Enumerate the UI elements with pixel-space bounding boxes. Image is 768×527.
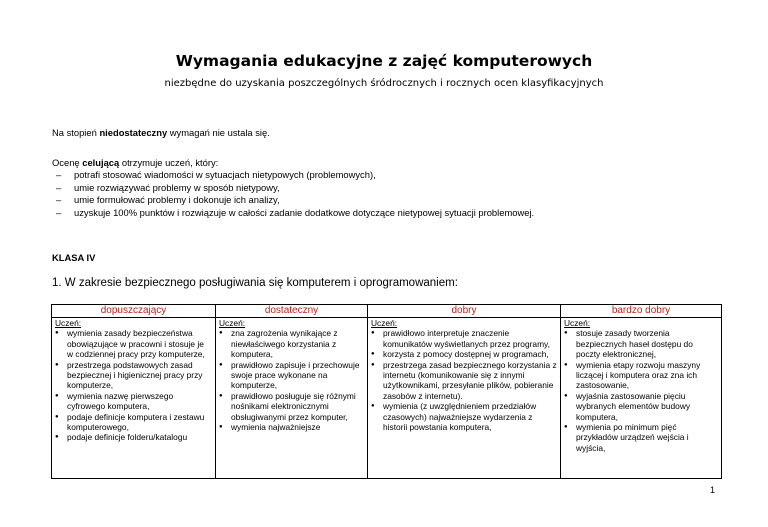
list-item: ● wymienia etapy rozwoju maszyny liczącej i komputera oraz zna ich zastosowanie, <box>564 360 718 391</box>
header-bardzo-dobry: bardzo dobry <box>561 305 722 318</box>
uczen-label: Uczeń: <box>371 318 398 328</box>
grade-excellent-label: celującą <box>82 157 120 168</box>
cell-dobry <box>368 318 561 479</box>
list-item: ● wymienia zasady bezpieczeństwa obowiązujące w pracowni i stosuje je w codziennej pracy przy komputerze, <box>55 328 212 359</box>
list-item: ● korzysta z pomocy dostępnej w programach, <box>371 349 557 359</box>
uczen-label: Uczeń: <box>55 318 82 328</box>
list-item: – potrafi stosować wiadomości w sytuacjach nietypowych (problemowych), <box>52 169 534 181</box>
table-header-row <box>52 305 722 318</box>
list-item: – umie formułować problemy i dokonuje ich analizy, <box>52 194 534 206</box>
document-title: Wymagania edukacyjne z zajęć komputerowych <box>175 52 593 70</box>
uczen-label: Uczeń: <box>219 318 246 328</box>
list-item: ● zna zagrożenia wynikające z niewłaściwego korzystania z komputera, <box>219 328 364 359</box>
table-row <box>52 318 722 479</box>
list-item: ● wymienia najważniejsze <box>219 422 364 432</box>
list-item: ● wymienia (z uwzględnieniem przedziałów czasowych) najważniejsze wydarzenia z historii powstania komputera, <box>371 401 557 432</box>
list-item: – uzyskuje 100% punktów i rozwiązuje w całości zadanie dodatkowe dotyczące nietypowej sytuacji problemowej. <box>52 207 534 219</box>
list-item: ● podaje definicje folderu/katalogu <box>55 432 212 442</box>
list-item: ● prawidłowo interpretuje znaczenie komunikatów wyświetlanych przez programy, <box>371 328 557 349</box>
header-dostateczny: dostateczny <box>216 305 368 318</box>
list-item: ● wyjaśnia zastosowanie pięciu wybranych elementów budowy komputera, <box>564 391 718 422</box>
document-subtitle: niezbędne do uzyskania poszczególnych śródrocznych i rocznych ocen klasyfikacyjnych <box>164 78 604 89</box>
list-item: – umie rozwiązywać problemy w sposób nietypowy, <box>52 182 534 194</box>
grade-excellent-paragraph: Ocenę celującą otrzymuje uczeń, który: – potrafi stosować wiadomości w sytuacjach nietypowych (problemowych), – umie rozwiązywać problemy w sposób nietypowy, – umie formułować problemy i dokonuje ich analizy, – uzyskuje 100% punktów i rozwiązuje w całości zadanie dodatkowe dotyczące nietypowej sytuacji problemowej. <box>52 157 534 219</box>
list-item: ● wymienia nazwę pierwszego cyfrowego komputera, <box>55 391 212 412</box>
cell-dostateczny <box>216 318 368 479</box>
list-item: ● podaje definicje komputera i zestawu komputerowego, <box>55 412 212 433</box>
header-dobry: dobry <box>368 305 561 318</box>
page-number: 1 <box>710 485 716 495</box>
cell-bardzo-dobry <box>561 318 722 479</box>
grade-insufficient-label: niedostateczny <box>99 127 168 138</box>
list-item: ● prawidłowo posługuje się różnymi nośnikami elektronicznymi obsługiwanymi przez komputer, <box>219 391 364 422</box>
list-item: ● prawidłowo zapisuje i przechowuje swoje prace wykonane na komputerze, <box>219 360 364 391</box>
excellent-requirements-list <box>52 169 534 219</box>
list-item: ● przestrzega zasad bezpiecznego korzystania z internetu (komunikowanie się z innymi użytkownikami, przesyłanie plików, pobieranie zasobów z internetu). <box>371 360 557 402</box>
cell-dopuszczajacy <box>52 318 216 479</box>
section-heading: 1. W zakresie bezpiecznego posługiwania się komputerem i oprogramowaniem: <box>52 277 458 289</box>
grade-insufficient-paragraph: Na stopień niedostateczny wymagań nie ustala się. <box>52 127 270 138</box>
uczen-label: Uczeń: <box>564 318 591 328</box>
list-item: ● przestrzega podstawowych zasad bezpiecznej i higienicznej pracy przy komputerze, <box>55 360 212 391</box>
class-heading: KLASA IV <box>52 252 96 263</box>
list-item: ● wymienia po minimum pięć przykładów urządzeń wejścia i wyjścia, <box>564 422 718 453</box>
list-item: ● stosuje zasady tworzenia bezpiecznych haseł dostępu do poczty elektronicznej, <box>564 328 718 359</box>
requirements-table <box>51 304 722 479</box>
header-dopuszczajacy: dopuszczający <box>52 305 216 318</box>
